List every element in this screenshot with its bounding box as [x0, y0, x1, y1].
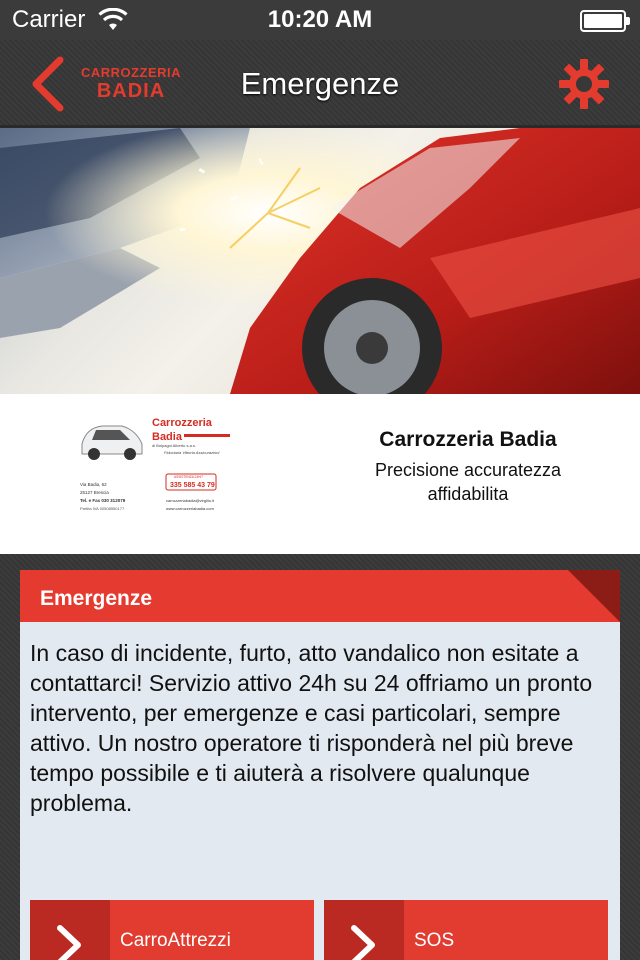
card-address-1: Via Badia, 62	[80, 482, 107, 487]
brand-logo: CARROZZERIA BADIA	[80, 65, 182, 102]
battery-icon	[580, 10, 626, 32]
company-tagline: Precisione accuratezza affidabilita	[374, 460, 562, 504]
card-telfax: Tel. e Fax 030 312079	[80, 498, 126, 503]
company-name: Carrozzeria Badia	[379, 428, 557, 451]
card-name-1: Carrozzeria	[152, 417, 212, 429]
page-title: Emergenze	[240, 66, 400, 101]
card-name-2: Badia	[152, 431, 182, 443]
sos-button[interactable]	[324, 900, 608, 960]
emergency-description: In caso di incidente, furto, atto vandalico non esitate a contattarci! Servizio attivo 24h su 24 offriamo un pronto intervento, per emergenze e casi particolari, sempre attivo. Un nostro operatore ti risponderà nel più breve tempo possibile e ti aiuterà a risolvere qualunque problema.	[30, 640, 593, 816]
carroattrezzi-label: CarroAttrezzi	[120, 930, 231, 951]
emergency-panel	[20, 570, 620, 960]
card-email: carrozzeriabadia@virgilio.it	[166, 498, 215, 503]
sos-label: SOS	[414, 930, 455, 951]
emergency-section	[0, 554, 640, 960]
card-address-2: 25127 Brescia	[80, 490, 109, 495]
panel-header	[20, 570, 620, 622]
nav-bar	[0, 40, 640, 128]
car-crash-illustration	[0, 128, 640, 394]
sos-arrow-box	[324, 900, 404, 960]
chevron-right-icon	[30, 900, 110, 960]
carroattrezzi-arrow-box	[30, 900, 110, 960]
panel-title: Emergenze	[40, 587, 153, 610]
company-info-card	[0, 394, 640, 554]
status-bar	[0, 0, 640, 40]
card-website: www.carrozzeriabadia.com	[166, 506, 214, 511]
panel-corner-decoration	[568, 570, 620, 622]
carroattrezzi-button[interactable]	[30, 900, 314, 960]
card-agency: Fiduciaria Vittoria Assicurazioni	[164, 450, 220, 455]
business-card-image	[76, 414, 244, 518]
clock: 10:20 AM	[267, 6, 373, 33]
chevron-right-icon	[324, 900, 404, 960]
card-phone-label: ASSISTENZA 24H/7	[174, 475, 204, 479]
card-piva: Partita IVA 00508550177	[80, 506, 125, 511]
card-owner: di Bolpagni Alberto s.a.s.	[152, 443, 197, 448]
hero-image	[0, 128, 640, 394]
gear-icon[interactable]	[558, 58, 610, 110]
card-phone: 335 585 43 79	[170, 482, 215, 489]
carrier-label: Carrier	[12, 6, 86, 33]
